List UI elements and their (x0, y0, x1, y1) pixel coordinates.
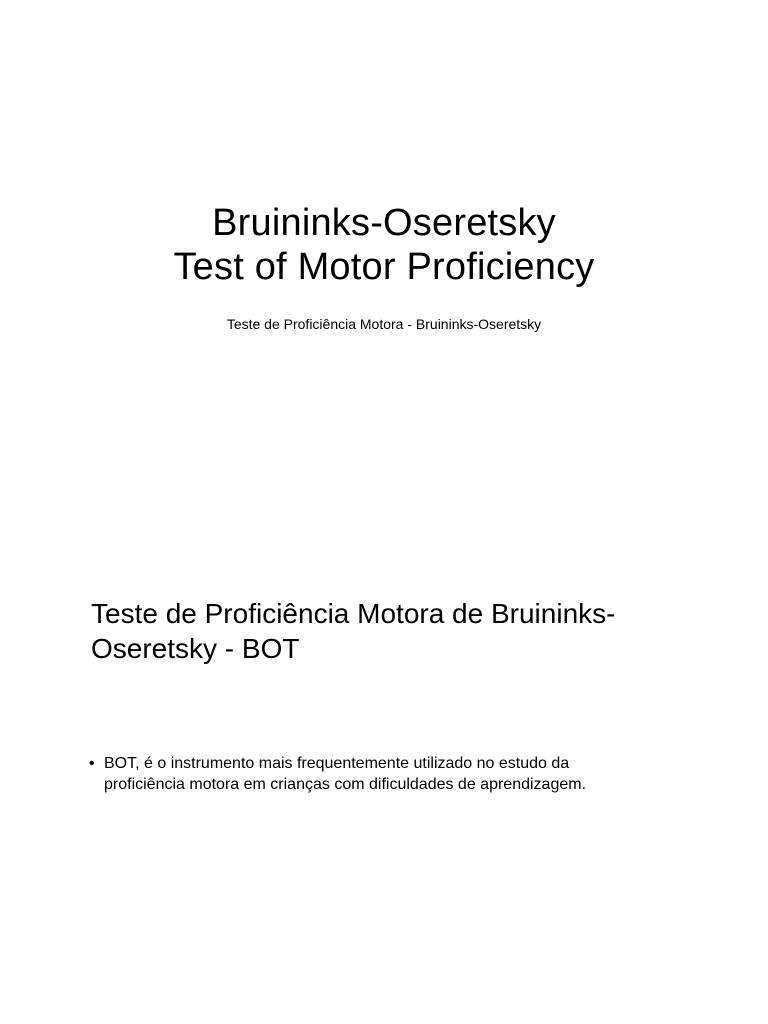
content-slide-title (91, 596, 731, 666)
bullet-list (89, 753, 709, 795)
bullet-item (89, 753, 709, 795)
content-title-line-1: Teste de Proficiência Motora de Bruininks- (91, 598, 616, 629)
bullet-text-line-1: BOT, é o instrumento mais frequentemente utilizado no estudo da (104, 755, 570, 772)
bullet-marker: • (89, 755, 95, 772)
content-slide (0, 512, 768, 1024)
title-line-1: Bruininks-Oseretsky (212, 202, 556, 245)
slide-subtitle: Teste de Proficiência Motora - Bruininks-Oseretsky (226, 316, 542, 332)
content-title-line-2: Oseretsky - BOT (91, 633, 300, 664)
title-line-2: Test of Motor Proficiency (173, 246, 595, 289)
slide-title (0, 201, 768, 289)
bullet-text-line-2: proficiência motora em crianças com dificuldades de aprendizagem. (104, 776, 587, 793)
